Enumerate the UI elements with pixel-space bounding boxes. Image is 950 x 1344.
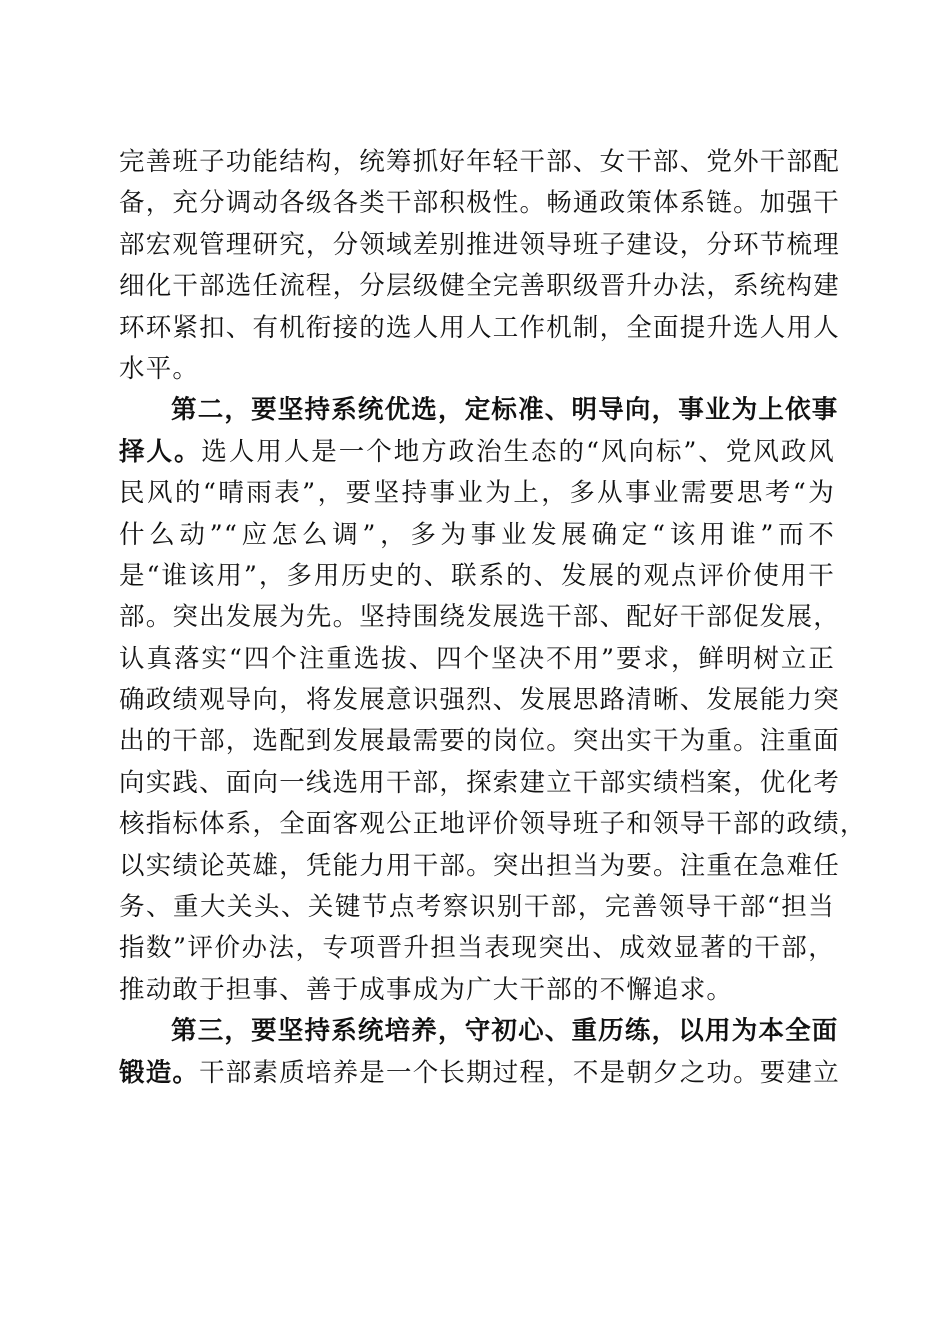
paragraph-2 bbox=[119, 390, 867, 1011]
text-line: 是“谁该用”，多用历史的、联系的、发展的观点评价使用干 bbox=[119, 560, 835, 591]
text-line: 完善班子功能结构，统筹抓好年轻干部、女干部、党外干部配 bbox=[119, 147, 840, 177]
paragraph-1 bbox=[119, 142, 840, 390]
section-heading-line: 第二，要坚持系统优选，定标准、明导向，事业为上依事 bbox=[171, 395, 839, 426]
text-line: 务、重大关头、关键节点考察识别干部，完善领导干部“担当 bbox=[119, 892, 835, 923]
text-line: 细化干部选任流程，分层级健全完善职级晋升办法，系统构建 bbox=[119, 271, 840, 302]
text-line: 推动敢于担事、善于成事成为广大干部的不懈追求。 bbox=[119, 974, 734, 1005]
text-line: 向实践、面向一线选用干部，探索建立干部实绩档案，优化考 bbox=[119, 767, 840, 798]
text-line: 什么动”“应怎么调”，多为事业发展确定“该用谁”而不 bbox=[119, 519, 835, 550]
text-line: 以实绩论英雄，凭能力用干部。突出担当为要。注重在急难任 bbox=[119, 850, 840, 881]
text-line: 确政绩观导向，将发展意识强烈、发展思路清晰、发展能力突 bbox=[119, 685, 840, 716]
text-line: 民风的“晴雨表”，要坚持事业为上，多从事业需要思考“为 bbox=[119, 478, 835, 509]
section-heading-end: 择人。 bbox=[119, 436, 202, 467]
text-line: 部宏观管理研究，分领域差别推进领导班子建设，分环节梳理 bbox=[119, 229, 840, 260]
section-heading-line: 第三，要坚持系统培养，守初心、重历练，以用为本全面 bbox=[171, 1016, 839, 1047]
text-segment: 干部素质培养是一个长期过程，不是朝夕之功。要建立 bbox=[199, 1057, 840, 1088]
text-line: 出的干部，选配到发展最需要的岗位。突出实干为重。注重面 bbox=[119, 726, 840, 757]
text-line: 指数”评价办法，专项晋升担当表现突出、成效显著的干部， bbox=[119, 933, 835, 964]
text-line: 环环紧扣、有机衔接的选人用人工作机制，全面提升选人用人 bbox=[119, 312, 840, 343]
text-line: 核指标体系，全面客观公正地评价领导班子和领导干部的政绩， bbox=[119, 809, 867, 840]
text-segment: 选人用人是一个地方政治生态的“风向标”、党风政风 bbox=[201, 436, 836, 467]
text-line: 部。突出发展为先。坚持围绕发展选干部、配好干部促发展， bbox=[119, 602, 840, 633]
text-line: 认真落实“四个注重选拔、四个坚决不用”要求，鲜明树立正 bbox=[119, 643, 835, 674]
text-line: 水平。 bbox=[119, 353, 200, 384]
text-line: 备，充分调动各级各类干部积极性。畅通政策体系链。加强干 bbox=[119, 188, 840, 219]
paragraph-3 bbox=[119, 1011, 840, 1094]
section-heading-end: 锻造。 bbox=[119, 1057, 200, 1088]
document-body bbox=[119, 142, 867, 1094]
